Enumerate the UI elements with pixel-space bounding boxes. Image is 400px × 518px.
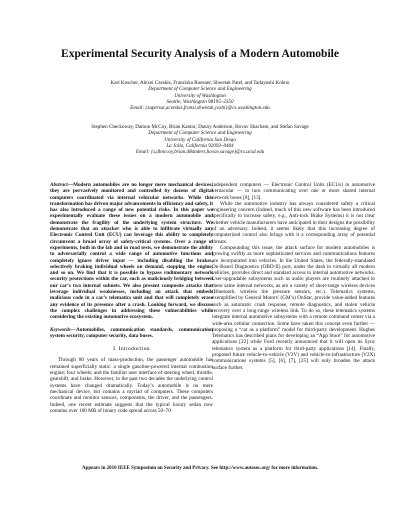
author-institution: University of California San Diego [164,136,236,143]
author-institution: University of Washington [174,92,226,99]
abstract-text: —Modern automobiles are no longer mere mechanical devices; they are pervasively monitored and controlled by dozens of digital computers coordinated via internal vehicular networks. While this transformation has driven major advancements in efficiency and safety, it has also introduced a range of new potential risks. In this paper we experimentally evaluate these issues on a modern automobile and demonstrate the fragility of the underlying system structure. We demonstrate that an attacker who is able to infiltrate virtually any Electronic Control Unit (ECU) can leverage this ability to completely circumvent a broad array of safety-critical systems. Over a range of experiments, both in the lab and in road tests, we demonstrate the ability to adversarially control a wide range of automotive functions and completely ignore driver input — including disabling the brakes, selectively braking individual wheels on demand, stopping the engine, and so on. We find that it is possible to bypass rudimentary network security protections within the car, such as maliciously bridging between our car’s two internal subnets. We also present composite attacks that leverage individual weaknesses, including an attack that embeds malicious code in a car’s telematics unit and that will completely erase any evidence of its presence after a crash. Looking forward, we discuss the complex challenges in addressing these vulnerabilities while considering the existing automotive ecosystem. [50,182,214,321]
keywords-label: Keywords [50,326,71,333]
keywords [50,327,213,340]
author-block-uw [0,80,400,111]
keywords-text: —Automobiles, communication standards, communication system security, computer security, data buses. [50,326,213,339]
intro-paragraph-continued: independent computers — Electronic Control Units (ECUs) in automotive vernacular — in turn communicating over one or more shared internal network buses [8], [13]. [212,182,375,201]
author-location: La Jolla, California 92093–0404 [166,142,234,149]
left-column [50,182,213,414]
intro-paragraph-2: While the automotive industry has always considered safety a critical engineering concern (indeed, much of this new software has been introduced specifically to increase safety, e.g., Anti-lock Brake Systems) it is not clear whether vehicle manufacturers have anticipated in their designs the possibility of an adversary. Indeed, it seems likely that this increasing degree of computerized control also brings with it a corresponding array of potential threats. [212,200,375,245]
intro-paragraph-3: Compounding this issue, the attack surface for modern automobiles is growing swiftly as more sophisticated services and communications features are incorporated into vehicles. In the United States, the federally-mandated On-Board Diagnostics (OBD-II) port, under the dash in virtually all modern vehicles, provides direct and standard access to internal automotive networks. User-upgradable subsystems such as audio players are routinely attached to these same internal networks, as are a variety of short-range wireless devices (Bluetooth, wireless tire pressure sensors, etc.). Telematics systems, exemplified by General Motors’ (GM’s) OnStar, provide value-added features such as automatic crash response, remote diagnostics, and stolen vehicle recovery over a long-range wireless link. To do so, these telematics systems integrate internal automotive subsystems with a remote command center via a wide-area cellular connection. Some have taken this concept even further — proposing a “car as a platform” model for third-party development. Hughes Telematics has described plans for developing an “App Store” for automotive applications [22] while Ford recently announced that it will open its Sync telematics system as a platform for third-party applications [14]. Finally, proposed future vehicle-to-vehicle (V2V) and vehicle-to-infrastructure (V2X) communications systems [5], [6], [7], [25] will only broaden the attack surface further. [212,244,375,371]
paper-title: Experimental Security Analysis of a Modern Automobile [61,48,339,60]
abstract-label: Abstract [50,182,68,188]
intro-paragraph-1: Through 80 years of mass-production, the passenger automobile has remained superficially static: a single gasoline-powered internal combustion engine; four wheels; and the familiar user interface of steering wheel, throttle, gearshift, and brake. However, in the past two decades the underlying control systems have changed dramatically. Today’s automobile is no mere mechanical device, but contains a myriad of computers. These computers coordinate and monitor sensors, components, the driver, and the passengers. Indeed, one recent estimate suggests that the typical luxury sedan now contains over 100 MB of binary code spread across 50–70 [50,357,213,414]
author-department: Department of Computer Science and Engineering [148,86,252,93]
author-block-ucsd [0,124,400,155]
author-email: Email: {s,dlmccoy,brian,d8anders,hovav,savage}@cs.ucsd.edu [135,149,265,156]
page-footer: Appears in 2010 IEEE Symposium on Security and Privacy. See http://www.autosec.org/ for more information. [81,466,319,471]
author-names: Karl Koscher, Alexei Czeskis, Franziska Roesner, Shwetak Patel, and Tadayoshi Kohno [110,80,290,86]
author-department: Department of Computer Science and Engineering [148,130,252,137]
author-email: Email: {supersat,aczeskis,franzi,shwetak,yoshi}@cs.washington.edu [130,105,270,112]
abstract [50,182,213,321]
right-column [212,182,375,371]
author-location: Seattle, Washington 98195–2350 [166,98,234,105]
author-names: Stephen Checkoway, Damon McCoy, Brian Kantor, Danny Anderson, Hovav Shacham, and Stefan Savage [91,124,309,130]
section-heading-introduction: I. Introduction [113,346,150,353]
